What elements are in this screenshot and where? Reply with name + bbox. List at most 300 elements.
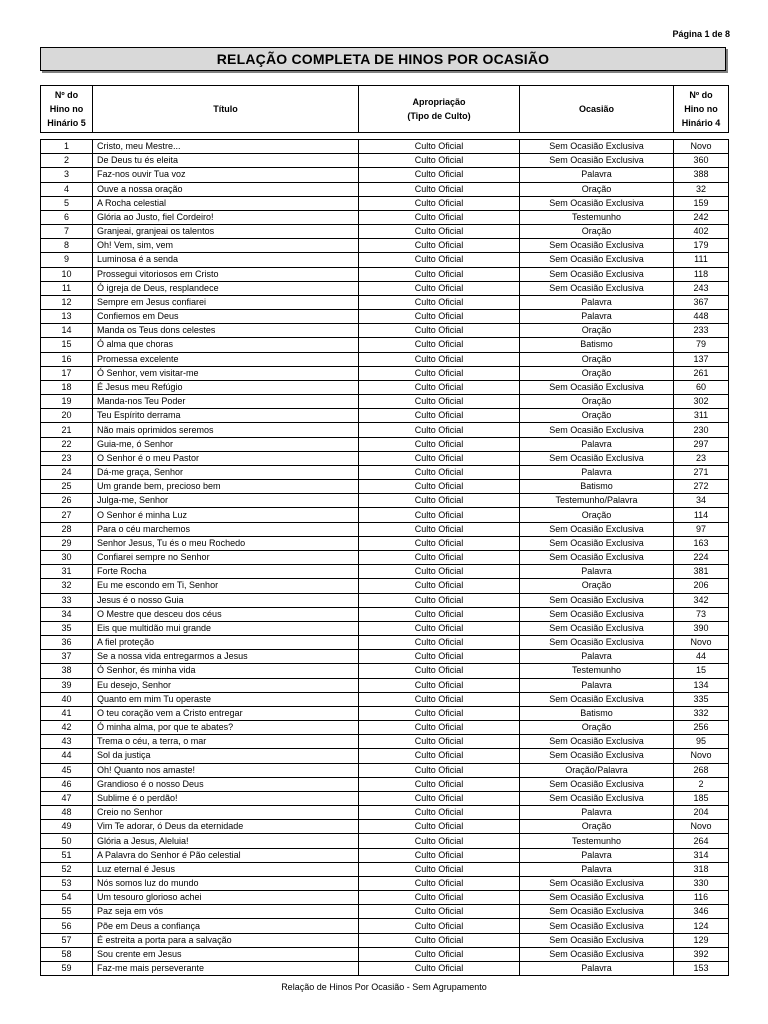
hymn-occasion: Sem Ocasião Exclusiva <box>520 636 674 650</box>
table-row <box>41 352 729 366</box>
hymn-number-4: 388 <box>674 168 729 182</box>
table-row <box>41 480 729 494</box>
hymn-title: Cristo, meu Mestre... <box>93 140 359 154</box>
hymn-service-type: Culto Oficial <box>359 593 520 607</box>
hymn-service-type: Culto Oficial <box>359 791 520 805</box>
table-row <box>41 395 729 409</box>
hymn-service-type: Culto Oficial <box>359 763 520 777</box>
hymn-service-type: Culto Oficial <box>359 352 520 366</box>
table-row <box>41 324 729 338</box>
hymns-table <box>40 139 729 976</box>
column-header-table <box>40 85 729 133</box>
hymn-occasion: Sem Ocasião Exclusiva <box>520 621 674 635</box>
hymn-title: Para o céu marchemos <box>93 522 359 536</box>
table-row <box>41 310 729 324</box>
hymn-service-type: Culto Oficial <box>359 947 520 961</box>
hymn-service-type: Culto Oficial <box>359 281 520 295</box>
table-row <box>41 834 729 848</box>
table-row <box>41 735 729 749</box>
table-row <box>41 423 729 437</box>
hymn-title: Paz seja em vós <box>93 905 359 919</box>
hymn-number-4: 95 <box>674 735 729 749</box>
hymn-number-5: 49 <box>41 820 93 834</box>
hymn-service-type: Culto Oficial <box>359 395 520 409</box>
table-row <box>41 876 729 890</box>
hymn-service-type: Culto Oficial <box>359 338 520 352</box>
hymn-title: Jesus é o nosso Guia <box>93 593 359 607</box>
hymn-number-5: 35 <box>41 621 93 635</box>
hymn-title: Faz-me mais perseverante <box>93 961 359 975</box>
hymn-occasion: Sem Ocasião Exclusiva <box>520 607 674 621</box>
hymn-number-4: 297 <box>674 437 729 451</box>
hymn-service-type: Culto Oficial <box>359 437 520 451</box>
hymn-occasion: Oração <box>520 508 674 522</box>
hymn-title: Luminosa é a senda <box>93 253 359 267</box>
hymn-service-type: Culto Oficial <box>359 749 520 763</box>
hymn-title: Manda-nos Teu Poder <box>93 395 359 409</box>
hymn-title: A Rocha celestial <box>93 196 359 210</box>
hymn-number-4: 264 <box>674 834 729 848</box>
hymn-service-type: Culto Oficial <box>359 621 520 635</box>
hymn-service-type: Culto Oficial <box>359 735 520 749</box>
hymn-number-4: 392 <box>674 947 729 961</box>
header-apropriacao <box>359 86 520 133</box>
table-row <box>41 664 729 678</box>
table-row <box>41 239 729 253</box>
hymn-occasion: Oração <box>520 352 674 366</box>
hymn-number-4: 346 <box>674 905 729 919</box>
table-row <box>41 409 729 423</box>
table-row <box>41 281 729 295</box>
hymn-title: Guia-me, ó Senhor <box>93 437 359 451</box>
hymn-occasion: Sem Ocasião Exclusiva <box>520 140 674 154</box>
table-row <box>41 536 729 550</box>
hymn-title: Sou crente em Jesus <box>93 947 359 961</box>
hymn-occasion: Testemunho <box>520 834 674 848</box>
header-hino-4-line2: Hino no <box>684 104 718 114</box>
hymn-occasion: Oração <box>520 579 674 593</box>
hymn-service-type: Culto Oficial <box>359 550 520 564</box>
header-titulo: Título <box>93 86 359 133</box>
hymn-number-4: 129 <box>674 933 729 947</box>
table-row <box>41 919 729 933</box>
hymn-number-4: 272 <box>674 480 729 494</box>
hymn-occasion: Sem Ocasião Exclusiva <box>520 919 674 933</box>
hymn-number-5: 17 <box>41 366 93 380</box>
hymn-occasion: Palavra <box>520 848 674 862</box>
hymn-title: Oh! Vem, sim, vem <box>93 239 359 253</box>
hymn-service-type: Culto Oficial <box>359 239 520 253</box>
table-row <box>41 508 729 522</box>
hymn-number-4: 243 <box>674 281 729 295</box>
hymn-service-type: Culto Oficial <box>359 423 520 437</box>
hymn-occasion: Palavra <box>520 310 674 324</box>
hymn-title: De Deus tu és eleita <box>93 154 359 168</box>
hymn-occasion: Sem Ocasião Exclusiva <box>520 196 674 210</box>
hymn-number-5: 10 <box>41 267 93 281</box>
hymn-title: Sublime é o perdão! <box>93 791 359 805</box>
hymn-occasion: Testemunho <box>520 664 674 678</box>
hymn-service-type: Culto Oficial <box>359 721 520 735</box>
hymn-number-4: 34 <box>674 494 729 508</box>
hymn-title: Nós somos luz do mundo <box>93 876 359 890</box>
hymn-occasion: Oração <box>520 395 674 409</box>
hymn-service-type: Culto Oficial <box>359 522 520 536</box>
hymn-title: Granjeai, granjeai os talentos <box>93 225 359 239</box>
hymn-number-5: 20 <box>41 409 93 423</box>
hymn-title: Confiemos em Deus <box>93 310 359 324</box>
hymn-occasion: Sem Ocasião Exclusiva <box>520 253 674 267</box>
table-row <box>41 862 729 876</box>
hymn-occasion: Palavra <box>520 862 674 876</box>
hymn-occasion: Oração <box>520 182 674 196</box>
hymn-title: Eis que multidão mui grande <box>93 621 359 635</box>
hymn-number-4: Novo <box>674 140 729 154</box>
hymn-number-4: 134 <box>674 678 729 692</box>
table-row <box>41 678 729 692</box>
hymn-service-type: Culto Oficial <box>359 366 520 380</box>
hymn-title: Luz eternal é Jesus <box>93 862 359 876</box>
hymn-title: Se a nossa vida entregarmos a Jesus <box>93 650 359 664</box>
hymn-number-5: 54 <box>41 891 93 905</box>
table-row <box>41 465 729 479</box>
hymn-title: Ó Senhor, és minha vida <box>93 664 359 678</box>
hymn-number-5: 25 <box>41 480 93 494</box>
hymn-number-5: 1 <box>41 140 93 154</box>
hymn-title: Glória a Jesus, Aleluia! <box>93 834 359 848</box>
hymn-occasion: Palavra <box>520 168 674 182</box>
header-hino-5-line2: Hino no <box>49 104 84 114</box>
hymn-number-5: 45 <box>41 763 93 777</box>
hymn-service-type: Culto Oficial <box>359 862 520 876</box>
hymn-number-5: 40 <box>41 692 93 706</box>
hymn-number-5: 13 <box>41 310 93 324</box>
hymn-number-4: 302 <box>674 395 729 409</box>
hymns-table-body <box>41 140 729 976</box>
hymn-number-4: 224 <box>674 550 729 564</box>
table-row <box>41 225 729 239</box>
hymn-number-5: 42 <box>41 721 93 735</box>
hymn-title: Creio no Senhor <box>93 806 359 820</box>
hymn-number-4: 163 <box>674 536 729 550</box>
hymn-service-type: Culto Oficial <box>359 636 520 650</box>
hymn-number-5: 57 <box>41 933 93 947</box>
hymn-number-5: 23 <box>41 451 93 465</box>
hymn-number-4: 318 <box>674 862 729 876</box>
hymn-service-type: Culto Oficial <box>359 508 520 522</box>
hymn-title: Eu desejo, Senhor <box>93 678 359 692</box>
header-hino-4-line1: Nº do <box>689 90 713 100</box>
hymn-number-4: 256 <box>674 721 729 735</box>
hymn-title: Promessa excelente <box>93 352 359 366</box>
hymn-service-type: Culto Oficial <box>359 891 520 905</box>
header-hino-5-line3: Hinário 5 <box>47 118 86 128</box>
hymn-title: Faz-nos ouvir Tua voz <box>93 168 359 182</box>
hymn-number-4: 330 <box>674 876 729 890</box>
table-row <box>41 607 729 621</box>
header-ocasiao: Ocasião <box>520 86 674 133</box>
table-row <box>41 721 729 735</box>
hymn-number-5: 52 <box>41 862 93 876</box>
hymn-title: A Palavra do Senhor é Pão celestial <box>93 848 359 862</box>
hymn-number-4: 114 <box>674 508 729 522</box>
table-row <box>41 140 729 154</box>
hymn-number-5: 14 <box>41 324 93 338</box>
hymn-service-type: Culto Oficial <box>359 310 520 324</box>
hymn-title: É Jesus meu Refúgio <box>93 380 359 394</box>
hymn-service-type: Culto Oficial <box>359 267 520 281</box>
hymn-number-5: 44 <box>41 749 93 763</box>
table-row <box>41 706 729 720</box>
hymn-number-5: 15 <box>41 338 93 352</box>
table-row <box>41 806 729 820</box>
hymn-occasion: Sem Ocasião Exclusiva <box>520 593 674 607</box>
hymn-service-type: Culto Oficial <box>359 225 520 239</box>
hymn-title: A fiel proteção <box>93 636 359 650</box>
hymn-title: O Senhor é o meu Pastor <box>93 451 359 465</box>
hymn-occasion: Sem Ocasião Exclusiva <box>520 522 674 536</box>
hymn-service-type: Culto Oficial <box>359 536 520 550</box>
table-row <box>41 820 729 834</box>
document-title: RELAÇÃO COMPLETA DE HINOS POR OCASIÃO <box>40 47 726 71</box>
hymn-occasion: Sem Ocasião Exclusiva <box>520 267 674 281</box>
hymn-service-type: Culto Oficial <box>359 692 520 706</box>
hymn-occasion: Palavra <box>520 650 674 664</box>
hymn-number-4: 60 <box>674 380 729 394</box>
hymn-occasion: Batismo <box>520 706 674 720</box>
table-row <box>41 891 729 905</box>
hymn-occasion: Sem Ocasião Exclusiva <box>520 550 674 564</box>
hymn-occasion: Sem Ocasião Exclusiva <box>520 281 674 295</box>
hymn-number-5: 7 <box>41 225 93 239</box>
hymn-title: Manda os Teus dons celestes <box>93 324 359 338</box>
hymn-number-4: 118 <box>674 267 729 281</box>
hymn-number-5: 39 <box>41 678 93 692</box>
hymn-service-type: Culto Oficial <box>359 324 520 338</box>
hymn-service-type: Culto Oficial <box>359 650 520 664</box>
hymn-occasion: Testemunho <box>520 210 674 224</box>
hymn-number-5: 3 <box>41 168 93 182</box>
hymn-number-4: 153 <box>674 961 729 975</box>
hymn-number-4: 185 <box>674 791 729 805</box>
table-row <box>41 791 729 805</box>
hymn-service-type: Culto Oficial <box>359 777 520 791</box>
header-hino-5-line1: Nº do <box>54 90 79 100</box>
header-apropriacao-line1: Apropriação <box>412 97 466 107</box>
table-row <box>41 593 729 607</box>
hymn-title: Um tesouro glorioso achei <box>93 891 359 905</box>
hymn-number-5: 5 <box>41 196 93 210</box>
hymn-occasion: Sem Ocasião Exclusiva <box>520 905 674 919</box>
hymn-service-type: Culto Oficial <box>359 961 520 975</box>
hymn-number-4: 23 <box>674 451 729 465</box>
hymn-number-4: 97 <box>674 522 729 536</box>
hymn-title: O Senhor é minha Luz <box>93 508 359 522</box>
table-row <box>41 182 729 196</box>
hymn-number-4: 448 <box>674 310 729 324</box>
hymn-number-4: 111 <box>674 253 729 267</box>
table-row <box>41 168 729 182</box>
table-row <box>41 947 729 961</box>
hymn-title: Forte Rocha <box>93 565 359 579</box>
hymn-title: Teu Espírito derrama <box>93 409 359 423</box>
hymn-number-5: 55 <box>41 905 93 919</box>
hymn-number-4: 367 <box>674 295 729 309</box>
hymn-number-4: 233 <box>674 324 729 338</box>
hymn-service-type: Culto Oficial <box>359 820 520 834</box>
hymn-title: Sempre em Jesus confiarei <box>93 295 359 309</box>
hymn-number-5: 58 <box>41 947 93 961</box>
hymn-title: Vim Te adorar, ó Deus da eternidade <box>93 820 359 834</box>
hymn-occasion: Oração <box>520 820 674 834</box>
table-row <box>41 154 729 168</box>
header-apropriacao-line2: (Tipo de Culto) <box>407 111 471 121</box>
hymn-occasion: Oração <box>520 409 674 423</box>
hymn-number-4: 32 <box>674 182 729 196</box>
hymn-occasion: Sem Ocasião Exclusiva <box>520 933 674 947</box>
hymn-service-type: Culto Oficial <box>359 253 520 267</box>
hymn-number-4: 44 <box>674 650 729 664</box>
hymn-title: Põe em Deus a confiança <box>93 919 359 933</box>
hymn-service-type: Culto Oficial <box>359 409 520 423</box>
hymn-occasion: Sem Ocasião Exclusiva <box>520 692 674 706</box>
hymn-number-5: 51 <box>41 848 93 862</box>
hymn-title: Ó minha alma, por que te abates? <box>93 721 359 735</box>
hymn-service-type: Culto Oficial <box>359 565 520 579</box>
hymn-service-type: Culto Oficial <box>359 806 520 820</box>
hymn-number-5: 11 <box>41 281 93 295</box>
hymn-number-4: 179 <box>674 239 729 253</box>
hymn-occasion: Sem Ocasião Exclusiva <box>520 735 674 749</box>
hymn-service-type: Culto Oficial <box>359 380 520 394</box>
hymn-occasion: Palavra <box>520 465 674 479</box>
hymn-occasion: Sem Ocasião Exclusiva <box>520 239 674 253</box>
hymn-title: Trema o céu, a terra, o mar <box>93 735 359 749</box>
hymn-number-4: 332 <box>674 706 729 720</box>
table-row <box>41 961 729 975</box>
hymn-number-4: Novo <box>674 820 729 834</box>
hymn-service-type: Culto Oficial <box>359 465 520 479</box>
hymn-number-4: 2 <box>674 777 729 791</box>
table-row <box>41 437 729 451</box>
hymn-number-5: 43 <box>41 735 93 749</box>
hymn-number-4: 311 <box>674 409 729 423</box>
hymn-number-4: 268 <box>674 763 729 777</box>
hymn-number-4: 390 <box>674 621 729 635</box>
table-row <box>41 692 729 706</box>
hymn-occasion: Sem Ocasião Exclusiva <box>520 777 674 791</box>
table-row <box>41 522 729 536</box>
table-row <box>41 338 729 352</box>
hymn-number-5: 41 <box>41 706 93 720</box>
hymn-occasion: Oração <box>520 225 674 239</box>
hymn-number-4: 15 <box>674 664 729 678</box>
hymn-occasion: Sem Ocasião Exclusiva <box>520 380 674 394</box>
hymn-title: Grandioso é o nosso Deus <box>93 777 359 791</box>
hymn-title: Ó Senhor, vem visitar-me <box>93 366 359 380</box>
hymn-occasion: Sem Ocasião Exclusiva <box>520 947 674 961</box>
hymn-number-5: 12 <box>41 295 93 309</box>
hymn-number-4: 206 <box>674 579 729 593</box>
hymn-number-5: 56 <box>41 919 93 933</box>
hymn-title: É estreita a porta para a salvação <box>93 933 359 947</box>
hymn-number-4: 137 <box>674 352 729 366</box>
hymn-service-type: Culto Oficial <box>359 706 520 720</box>
hymn-occasion: Palavra <box>520 961 674 975</box>
hymn-title: Não mais oprimidos seremos <box>93 423 359 437</box>
hymn-number-5: 46 <box>41 777 93 791</box>
hymn-number-5: 48 <box>41 806 93 820</box>
hymn-occasion: Sem Ocasião Exclusiva <box>520 423 674 437</box>
hymn-service-type: Culto Oficial <box>359 848 520 862</box>
hymn-number-5: 31 <box>41 565 93 579</box>
hymn-service-type: Culto Oficial <box>359 579 520 593</box>
hymn-title: Dá-me graça, Senhor <box>93 465 359 479</box>
hymn-number-4: 204 <box>674 806 729 820</box>
hymn-occasion: Testemunho/Palavra <box>520 494 674 508</box>
hymn-service-type: Culto Oficial <box>359 295 520 309</box>
page-footer: Relação de Hinos Por Ocasião - Sem Agrupamento <box>281 982 487 992</box>
hymn-title: Ó alma que choras <box>93 338 359 352</box>
table-row <box>41 579 729 593</box>
hymn-occasion: Palavra <box>520 806 674 820</box>
table-row <box>41 295 729 309</box>
hymn-title: Glória ao Justo, fiel Cordeiro! <box>93 210 359 224</box>
table-row <box>41 550 729 564</box>
table-row <box>41 451 729 465</box>
hymn-number-5: 34 <box>41 607 93 621</box>
hymn-occasion: Batismo <box>520 480 674 494</box>
hymn-occasion: Oração/Palavra <box>520 763 674 777</box>
hymn-number-5: 16 <box>41 352 93 366</box>
hymn-title: Um grande bem, precioso bem <box>93 480 359 494</box>
header-hino-5 <box>41 86 93 133</box>
hymn-title: Eu me escondo em Ti, Senhor <box>93 579 359 593</box>
hymn-number-5: 37 <box>41 650 93 664</box>
hymn-title: Ouve a nossa oração <box>93 182 359 196</box>
hymn-number-4: 79 <box>674 338 729 352</box>
hymn-number-5: 32 <box>41 579 93 593</box>
hymn-service-type: Culto Oficial <box>359 140 520 154</box>
hymn-service-type: Culto Oficial <box>359 678 520 692</box>
header-hino-4 <box>674 86 729 133</box>
table-row <box>41 565 729 579</box>
hymn-number-4: 124 <box>674 919 729 933</box>
hymn-occasion: Sem Ocasião Exclusiva <box>520 451 674 465</box>
hymn-number-4: 314 <box>674 848 729 862</box>
hymn-number-5: 6 <box>41 210 93 224</box>
hymn-number-5: 26 <box>41 494 93 508</box>
hymn-number-4: 73 <box>674 607 729 621</box>
hymn-number-5: 8 <box>41 239 93 253</box>
hymn-number-4: 360 <box>674 154 729 168</box>
hymn-number-4: Novo <box>674 636 729 650</box>
hymn-number-5: 50 <box>41 834 93 848</box>
hymn-number-5: 28 <box>41 522 93 536</box>
hymn-title: Confiarei sempre no Senhor <box>93 550 359 564</box>
hymn-service-type: Culto Oficial <box>359 905 520 919</box>
hymn-number-5: 27 <box>41 508 93 522</box>
header-hino-4-line3: Hinário 4 <box>681 118 721 128</box>
hymn-occasion: Palavra <box>520 565 674 579</box>
hymn-title: Julga-me, Senhor <box>93 494 359 508</box>
table-row <box>41 380 729 394</box>
hymn-number-5: 59 <box>41 961 93 975</box>
hymn-number-5: 30 <box>41 550 93 564</box>
hymn-occasion: Sem Ocasião Exclusiva <box>520 749 674 763</box>
table-row <box>41 196 729 210</box>
hymn-number-5: 33 <box>41 593 93 607</box>
